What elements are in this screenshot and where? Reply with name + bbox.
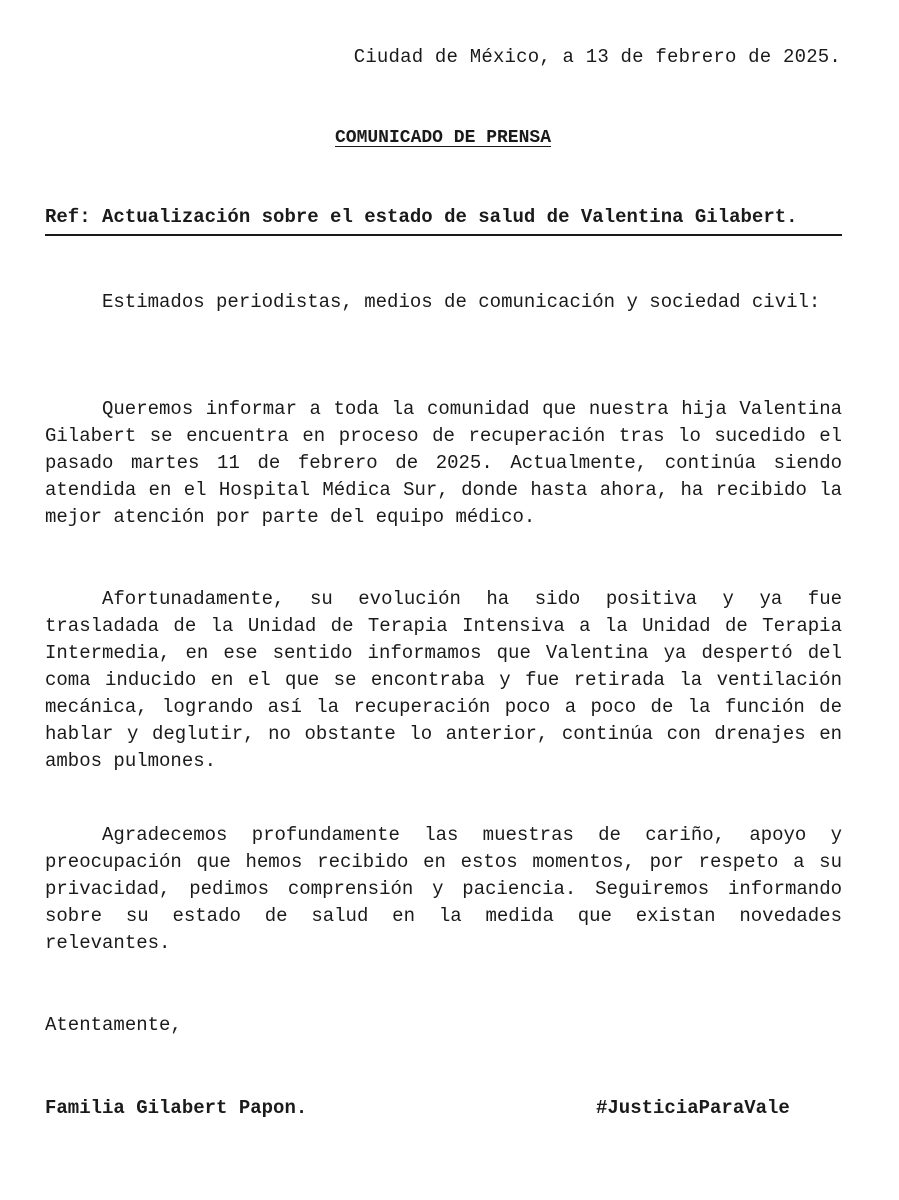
body-paragraph-2	[45, 586, 842, 775]
hashtag: #JusticiaParaVale	[596, 1097, 790, 1119]
body-paragraph-2-text: Afortunadamente, su evolución ha sido positiva y ya fue trasladada de la Unidad de Terapia Intensiva a la Unidad de Terapia Intermedia, en ese sentido informamos que Valentina ya despertó del coma inducido en el que se encontraba y fue retirada la ventilación mecánica, logrando así la recuperación poco a poco de la función de hablar y deglutir, no obstante lo anterior, continúa con drenajes en ambos pulmones.	[45, 588, 842, 772]
body-paragraph-1	[45, 396, 842, 531]
body-paragraph-1-text: Queremos informar a toda la comunidad que nuestra hija Valentina Gilabert se encuentra en proceso de recuperación tras lo sucedido el pasado martes 11 de febrero de 2025. Actualmente, continúa siendo atendida en el Hospital Médica Sur, donde hasta ahora, ha recibido la mejor atención por parte del equipo médico.	[45, 398, 842, 528]
signature: Familia Gilabert Papon.	[45, 1097, 308, 1119]
greeting-text: Estimados periodistas, medios de comunicación y sociedad civil:	[102, 291, 821, 313]
reference-line: Ref: Actualización sobre el estado de salud de Valentina Gilabert.	[45, 206, 842, 236]
body-paragraph-3-text: Agradecemos profundamente las muestras de cariño, apoyo y preocupación que hemos recibido en estos momentos, por respeto a su privacidad, pedimos comprensión y paciencia. Seguiremos informando sobre su estado de salud en la medida que existan novedades relevantes.	[45, 824, 842, 954]
document-title: COMUNICADO DE PRENSA	[334, 128, 552, 148]
closing-line: Atentamente,	[45, 1014, 182, 1036]
greeting-paragraph	[45, 289, 842, 316]
date-line: Ciudad de México, a 13 de febrero de 2025.	[353, 46, 841, 68]
body-paragraph-3	[45, 822, 842, 957]
